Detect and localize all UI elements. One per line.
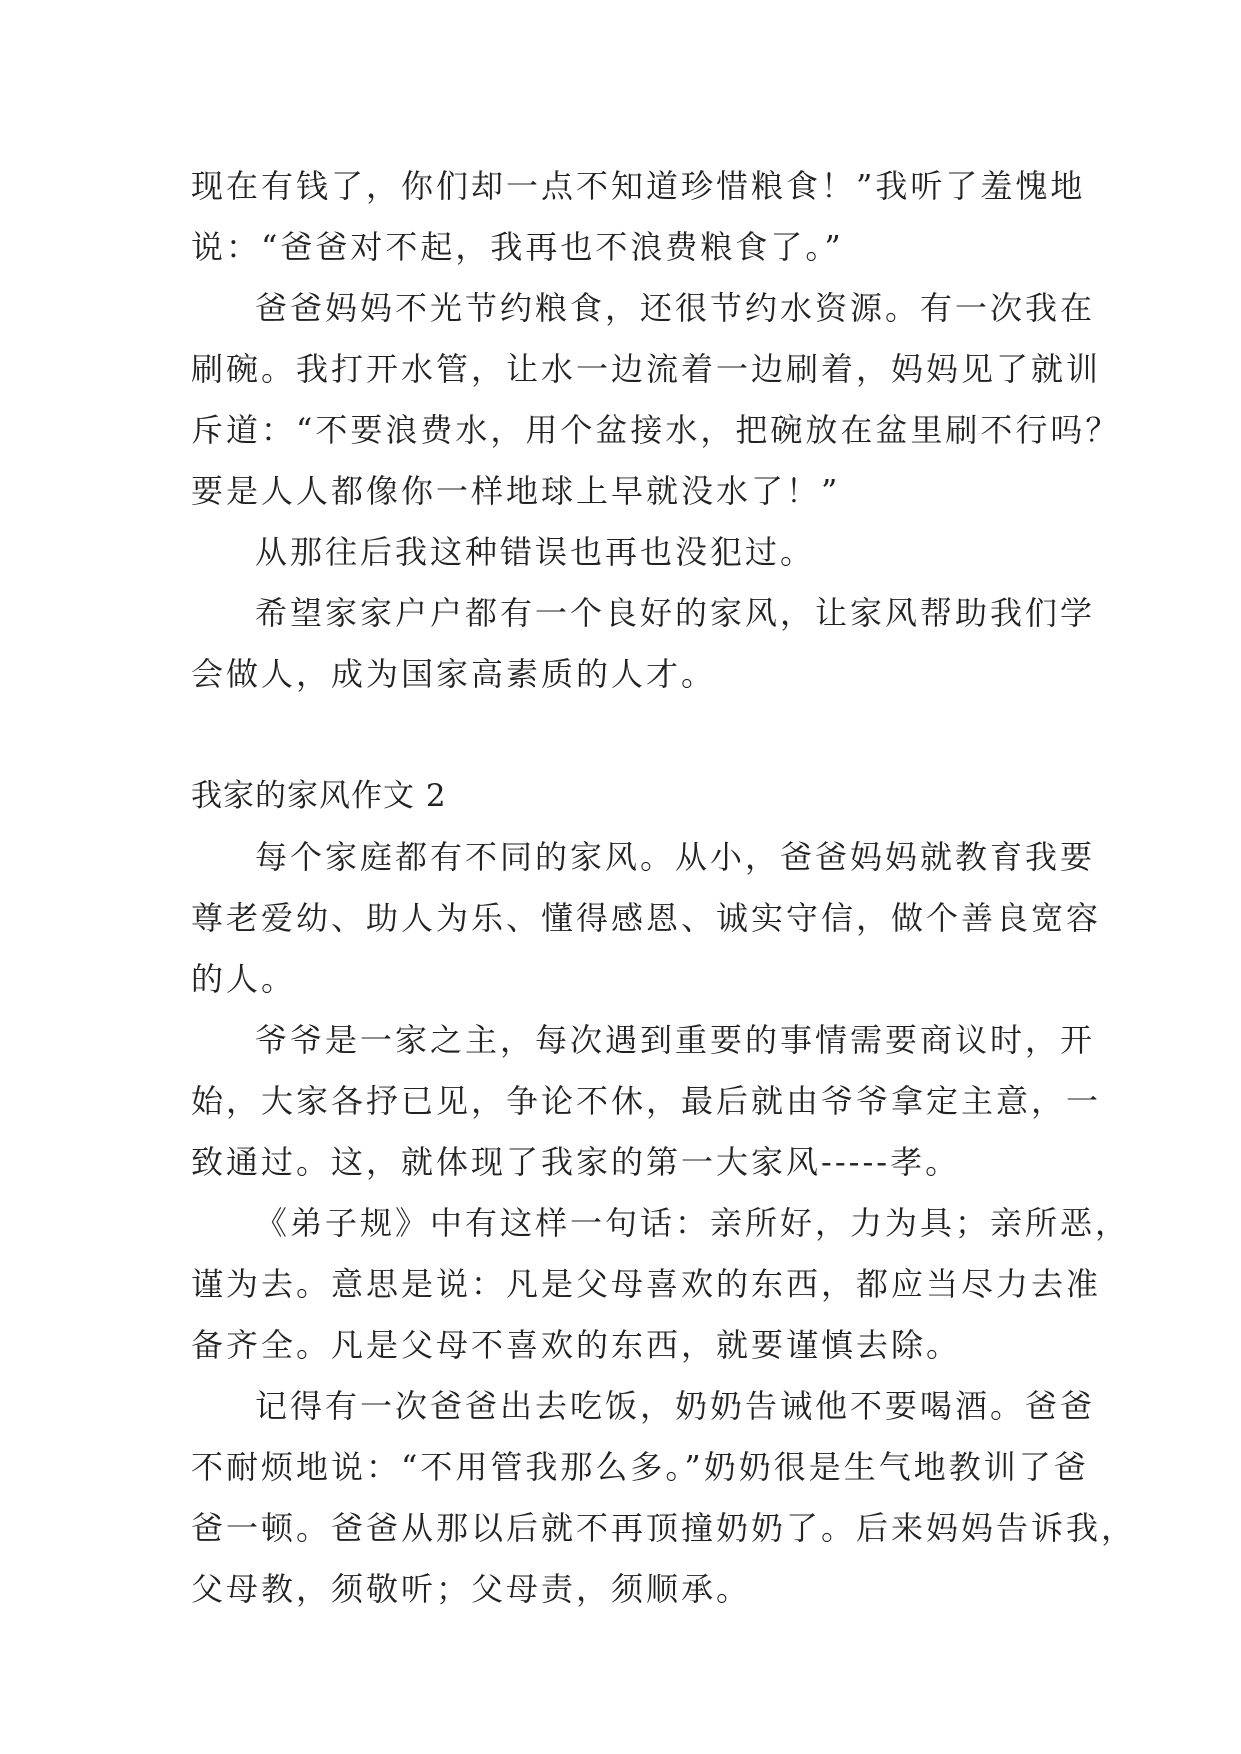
paragraph-line: 要是人人都像你一样地球上早就没水了！” bbox=[191, 472, 841, 510]
paragraph-line: 的人。 bbox=[191, 960, 297, 998]
paragraph-line: 爸爸妈妈不光节约粮食，还很节约水资源。有一次我在 bbox=[255, 289, 1096, 327]
paragraph-line: 希望家家户户都有一个良好的家风，让家风帮助我们学 bbox=[255, 594, 1096, 632]
paragraph-line: 现在有钱了，你们却一点不知道珍惜粮食！”我听了羞愧地 bbox=[191, 167, 1086, 205]
paragraph-line: 每个家庭都有不同的家风。从小，爸爸妈妈就教育我要 bbox=[255, 838, 1096, 876]
paragraph-line: 说：“爸爸对不起，我再也不浪费粮食了。” bbox=[191, 228, 844, 266]
paragraph-line: 《弟子规》中有这样一句话：亲所好，力为具；亲所恶， bbox=[255, 1204, 1131, 1242]
paragraph-line: 从那往后我这种错误也再也没犯过。 bbox=[255, 533, 816, 571]
paragraph-line: 斥道：“不要浪费水，用个盆接水，把碗放在盆里刷不行吗？ bbox=[191, 411, 1121, 449]
paragraph-line: 尊老爱幼、助人为乐、懂得感恩、诚实守信，做个善良宽容 bbox=[191, 899, 1102, 937]
section-spacer bbox=[191, 705, 1071, 766]
paragraph-line: 不耐烦地说：“不用管我那么多。”奶奶很是生气地教训了爸 bbox=[191, 1448, 1089, 1486]
paragraph-line: 会做人，成为国家高素质的人才。 bbox=[191, 655, 717, 693]
section-title: 我家的家风作文 2 bbox=[191, 778, 447, 814]
paragraph-line: 父母教，须敬听；父母责，须顺承。 bbox=[191, 1570, 752, 1608]
paragraph-line: 爷爷是一家之主，每次遇到重要的事情需要商议时，开 bbox=[255, 1021, 1096, 1059]
paragraph-line: 致通过。这，就体现了我家的第一大家风-----孝。 bbox=[191, 1143, 961, 1181]
paragraph-line: 记得有一次爸爸出去吃饭，奶奶告诫他不要喝酒。爸爸 bbox=[255, 1387, 1096, 1425]
paragraph-line: 刷碗。我打开水管，让水一边流着一边刷着，妈妈见了就训 bbox=[191, 350, 1102, 388]
paragraph-line: 备齐全。凡是父母不喜欢的东西，就要谨慎去除。 bbox=[191, 1326, 962, 1364]
paragraph-line: 始，大家各抒已见，争论不休，最后就由爷爷拿定主意，一 bbox=[191, 1082, 1102, 1120]
paragraph-line: 谨为去。意思是说：凡是父母喜欢的东西，都应当尽力去准 bbox=[191, 1265, 1102, 1303]
paragraph-line: 爸一顿。爸爸从那以后就不再顶撞奶奶了。后来妈妈告诉我， bbox=[191, 1509, 1137, 1547]
document-body bbox=[191, 156, 1137, 1620]
